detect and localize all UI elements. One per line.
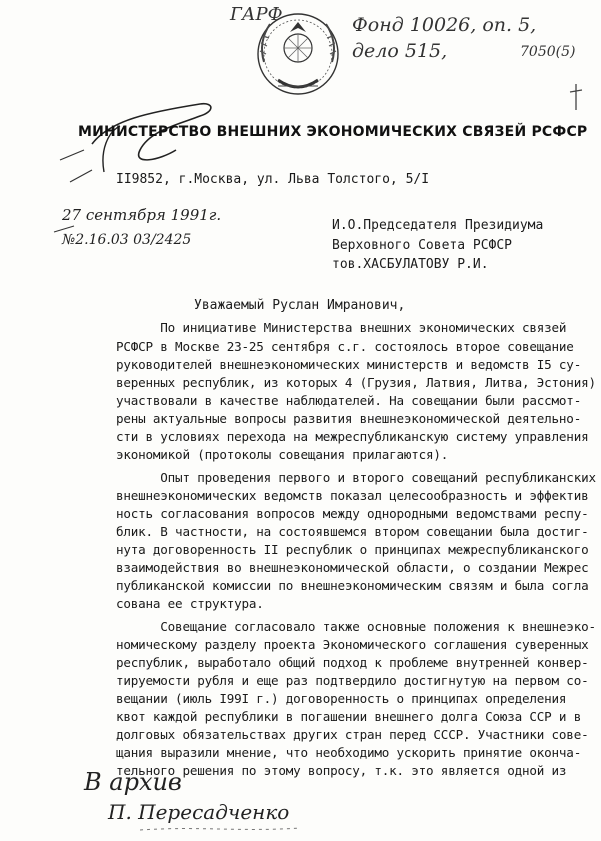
handwritten-note-line1: В архив xyxy=(84,768,182,796)
addressee-line: И.О.Председателя Президиума xyxy=(332,218,544,233)
body-line: республик, выработало общий подход к проблеме внутренней конвер- xyxy=(116,655,589,670)
addressee-line: Верховного Совета РСФСР xyxy=(332,238,513,253)
body-line: квот каждой республики в погашении внешнего долга Союза ССР и в xyxy=(116,709,582,724)
body-line: щания выразили мнение, что необходимо ускорить принятие оконча- xyxy=(116,745,582,760)
body-line: РСФСР в Москве 23-25 сентября с.г. состоялось второе совещание xyxy=(116,339,574,354)
body-line: участвовали в качестве наблюдателей. На совещании были рассмот- xyxy=(116,393,582,408)
body-line: Совещание согласовало также основные положения к внешнеэко- xyxy=(116,619,596,634)
body-line: тируемости рубля и еще раз подтвердило достигнутую на первом со- xyxy=(116,673,589,688)
body-line: публиканской комиссии по внешнеэкономическим связям и была согла xyxy=(116,578,589,593)
ministry-address: II9852, г.Москва, ул. Льва Толстого, 5/I xyxy=(116,172,430,187)
body-line: внешнеэкономических ведомств показал целесообразность и эффектив xyxy=(116,488,589,503)
archive-sheet: 7050(5) xyxy=(520,44,576,60)
body-line: экономикой (протоколы совещания прилагаются). xyxy=(116,447,449,462)
body-line: веренных республик, из которых 4 (Грузия, Латвия, Литва, Эстония) xyxy=(116,375,596,390)
body-line: По инициативе Министерства внешних экономических связей xyxy=(116,320,567,335)
body-line: Опыт проведения первого и второго совещаний республиканских xyxy=(116,470,596,485)
body-line: вещании (июль I99I г.) договоренность о принципах определения xyxy=(116,691,567,706)
archive-fond: Фонд 10026, оп. 5, xyxy=(352,14,537,36)
salutation: Уважаемый Руслан Имранович, xyxy=(194,298,406,313)
handwritten-note-line2: П. Пересадченко xyxy=(108,800,290,824)
body-line: рены актуальные вопросы развития внешнеэкономической деятельно- xyxy=(116,411,582,426)
outgoing-date: 27 сентября 1991г. xyxy=(62,206,222,224)
addressee-line: тов.ХАСБУЛАТОВУ Р.И. xyxy=(332,257,489,272)
body-line: номическому разделу проекта Экономического соглашения суверенных xyxy=(116,637,589,652)
body-line: блик. В частности, на состоявшемся втором совещании была достиг- xyxy=(116,524,589,539)
body-line: руководителей внешнеэкономических министерств и ведомств I5 су- xyxy=(116,357,582,372)
archive-delo: дело 515, xyxy=(352,40,448,62)
body-line: долговых обязательствах других стран перед СССР. Участники сове- xyxy=(116,727,589,742)
body-line: нута договоренность II республик о принципах межреспубликанского xyxy=(116,542,589,557)
archive-name: ГАРФ xyxy=(230,4,283,25)
body-line: сти в условиях перехода на межреспубликанскую систему управления xyxy=(116,429,589,444)
body-line: сована ее структура. xyxy=(116,596,264,611)
body-line: ность согласования вопросов между однородными ведомствами респу- xyxy=(116,506,589,521)
body-line: взаимодействия во внешнеэкономической области, о создании Межрес xyxy=(116,560,589,575)
ministry-title: МИНИСТЕРСТВО ВНЕШНИХ ЭКОНОМИЧЕСКИХ СВЯЗЕЙ РСФСР xyxy=(78,124,588,140)
outgoing-number: №2.16.03 03/2425 xyxy=(62,232,192,248)
body-line: тельного решения по этому вопросу, т.к. это является одной из xyxy=(116,763,567,778)
